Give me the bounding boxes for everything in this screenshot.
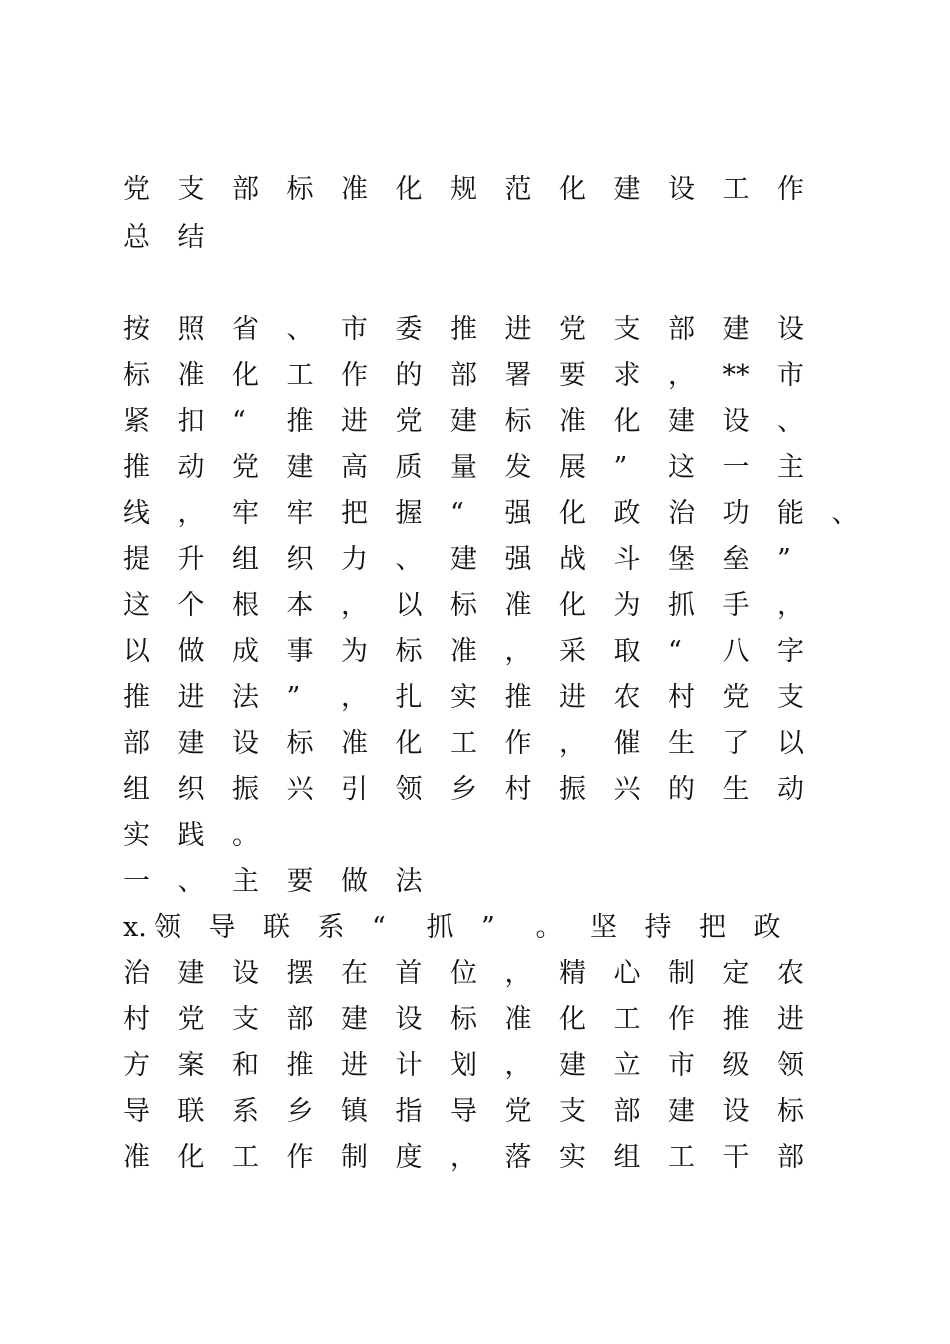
text-glyph: 标 bbox=[777, 1096, 804, 1127]
text-glyph: 落 bbox=[504, 1142, 532, 1173]
text-glyph: 化 bbox=[177, 1142, 205, 1173]
text-glyph: 制 bbox=[668, 958, 695, 989]
text-glyph: 工 bbox=[668, 1142, 695, 1173]
text-glyph: 把 bbox=[699, 912, 726, 943]
text-glyph: 心 bbox=[613, 958, 641, 989]
text-glyph: 准 bbox=[341, 174, 368, 205]
text-glyph: 工 bbox=[613, 1004, 641, 1035]
text-glyph: 战 bbox=[559, 544, 586, 575]
text-glyph: 支 bbox=[613, 314, 641, 345]
text-glyph: 农 bbox=[777, 958, 804, 989]
text-glyph: 化 bbox=[559, 590, 586, 621]
text-glyph: 工 bbox=[450, 728, 477, 759]
text-glyph: 部 bbox=[450, 360, 477, 391]
text-glyph: 标 bbox=[286, 174, 314, 205]
text-glyph: 建 bbox=[177, 728, 205, 759]
text-glyph: 推 bbox=[450, 314, 477, 345]
text-glyph: 建 bbox=[450, 544, 477, 575]
text-glyph: 标 bbox=[395, 636, 423, 667]
text-glyph: 推 bbox=[286, 1050, 314, 1081]
text-glyph: 定 bbox=[722, 958, 750, 989]
text-glyph: 以 bbox=[123, 636, 150, 667]
text-glyph: 建 bbox=[341, 1004, 368, 1035]
text-glyph: 治 bbox=[123, 958, 150, 989]
text-glyph: 工 bbox=[286, 360, 314, 391]
text-glyph: 案 bbox=[177, 1050, 205, 1081]
text-glyph: 镇 bbox=[341, 1096, 368, 1127]
text-glyph: 首 bbox=[395, 958, 423, 989]
text-glyph: 采 bbox=[559, 636, 586, 667]
text-glyph: “ bbox=[232, 406, 246, 437]
text-glyph: 紧 bbox=[123, 406, 150, 437]
text-glyph: 和 bbox=[232, 1050, 259, 1081]
text-glyph: 做 bbox=[341, 866, 368, 897]
text-glyph: 化 bbox=[232, 360, 259, 391]
text-glyph: 提 bbox=[123, 544, 150, 575]
text-glyph: 强 bbox=[504, 544, 532, 575]
text-glyph: 在 bbox=[341, 958, 368, 989]
text-glyph: “ bbox=[450, 498, 464, 529]
text-glyph: 展 bbox=[559, 452, 586, 483]
text-glyph: 高 bbox=[341, 452, 368, 483]
text-glyph: 农 bbox=[613, 682, 641, 713]
text-glyph: 。 bbox=[232, 820, 259, 851]
text-glyph: 握 bbox=[395, 498, 423, 529]
text-glyph: 功 bbox=[722, 498, 750, 529]
text-glyph: 牢 bbox=[286, 498, 314, 529]
text-glyph: 精 bbox=[559, 958, 586, 989]
text-glyph: 线 bbox=[123, 498, 150, 529]
text-glyph: 照 bbox=[177, 314, 205, 345]
text-glyph: 党 bbox=[232, 452, 259, 483]
text-glyph: 建 bbox=[286, 452, 314, 483]
text-glyph: 党 bbox=[123, 174, 150, 205]
text-glyph: 建 bbox=[177, 958, 205, 989]
text-glyph: 实 bbox=[123, 820, 150, 851]
text-glyph: 作 bbox=[286, 1142, 314, 1173]
text-glyph: 、 bbox=[177, 866, 205, 897]
text-glyph: 联 bbox=[263, 912, 290, 943]
text-glyph: 生 bbox=[668, 728, 695, 759]
text-glyph: 导 bbox=[450, 1096, 477, 1127]
text-glyph: 党 bbox=[395, 406, 423, 437]
text-glyph: 设 bbox=[722, 1096, 750, 1127]
text-glyph: 法 bbox=[395, 866, 423, 897]
text-glyph: 要 bbox=[559, 360, 586, 391]
text-glyph: 动 bbox=[177, 452, 205, 483]
text-glyph: 指 bbox=[395, 1096, 423, 1127]
text-glyph: 能 bbox=[777, 498, 804, 529]
text-glyph: 市 bbox=[341, 314, 368, 345]
text-glyph: 升 bbox=[177, 544, 205, 575]
text-glyph: 建 bbox=[450, 406, 477, 437]
text-glyph: 实 bbox=[450, 682, 477, 713]
text-glyph: 设 bbox=[777, 314, 804, 345]
text-glyph: 党 bbox=[504, 1096, 532, 1127]
text-glyph: 部 bbox=[668, 314, 695, 345]
text-glyph: 斗 bbox=[613, 544, 641, 575]
text-glyph: 一 bbox=[722, 452, 750, 483]
text-glyph: 标 bbox=[286, 728, 314, 759]
text-glyph: 部 bbox=[232, 174, 259, 205]
text-glyph: 范 bbox=[504, 174, 532, 205]
text-glyph: 作 bbox=[341, 360, 368, 391]
text-glyph: ** bbox=[722, 360, 750, 391]
text-glyph: 抓 bbox=[668, 590, 695, 621]
text-glyph: 法 bbox=[232, 682, 259, 713]
text-glyph: 导 bbox=[123, 1096, 150, 1127]
text-glyph: 标 bbox=[504, 406, 532, 437]
text-glyph: 堡 bbox=[668, 544, 695, 575]
text-glyph: 抓 bbox=[426, 912, 454, 943]
text-glyph: 实 bbox=[559, 1142, 586, 1173]
text-glyph: 事 bbox=[286, 636, 314, 667]
text-glyph: 化 bbox=[613, 406, 641, 437]
text-glyph: 个 bbox=[177, 590, 205, 621]
text-glyph: 导 bbox=[208, 912, 236, 943]
text-glyph: 立 bbox=[613, 1050, 641, 1081]
text-glyph: 进 bbox=[777, 1004, 804, 1035]
text-glyph: 作 bbox=[668, 1004, 695, 1035]
text-glyph: 治 bbox=[668, 498, 695, 529]
text-glyph: 进 bbox=[504, 314, 532, 345]
text-glyph: 支 bbox=[559, 1096, 586, 1127]
text-glyph: 制 bbox=[341, 1142, 368, 1173]
text-glyph: 设 bbox=[232, 728, 259, 759]
text-glyph: 化 bbox=[395, 728, 423, 759]
text-glyph: 标 bbox=[123, 360, 150, 391]
text-glyph: 化 bbox=[559, 1004, 586, 1035]
text-glyph: 级 bbox=[722, 1050, 750, 1081]
text-glyph: 质 bbox=[395, 452, 423, 483]
text-glyph: 一 bbox=[123, 866, 150, 897]
text-glyph: 规 bbox=[450, 174, 477, 205]
text-glyph: 以 bbox=[395, 590, 423, 621]
text-glyph: 进 bbox=[559, 682, 586, 713]
text-glyph: 字 bbox=[777, 636, 804, 667]
text-glyph: 按 bbox=[123, 314, 150, 345]
text-glyph: 部 bbox=[613, 1096, 641, 1127]
text-glyph: 推 bbox=[722, 1004, 750, 1035]
text-glyph: 摆 bbox=[286, 958, 314, 989]
text-glyph: 准 bbox=[504, 1004, 532, 1035]
text-glyph: 手 bbox=[722, 590, 750, 621]
text-glyph: 推 bbox=[123, 452, 150, 483]
text-glyph: 振 bbox=[559, 774, 586, 805]
text-glyph: 践 bbox=[177, 820, 205, 851]
text-glyph: 这 bbox=[668, 452, 695, 483]
text-glyph: 党 bbox=[722, 682, 750, 713]
text-glyph: 本 bbox=[286, 590, 314, 621]
text-glyph: ， bbox=[668, 360, 695, 391]
text-glyph: 求 bbox=[613, 360, 641, 391]
text-glyph: 作 bbox=[777, 174, 804, 205]
text-glyph: 署 bbox=[504, 360, 532, 391]
text-glyph: 工 bbox=[232, 1142, 259, 1173]
text-glyph: 联 bbox=[177, 1096, 205, 1127]
text-glyph: ， bbox=[559, 728, 586, 759]
text-glyph: 系 bbox=[232, 1096, 259, 1127]
text-glyph: 建 bbox=[668, 1096, 695, 1127]
text-glyph: 、 bbox=[831, 498, 859, 529]
text-glyph: 引 bbox=[341, 774, 368, 805]
text-glyph: 设 bbox=[668, 174, 695, 205]
text-glyph: 兴 bbox=[286, 774, 314, 805]
text-glyph: 设 bbox=[232, 958, 259, 989]
text-glyph: ， bbox=[504, 636, 532, 667]
text-glyph: 准 bbox=[504, 590, 532, 621]
text-glyph: 振 bbox=[232, 774, 259, 805]
text-glyph: ， bbox=[341, 590, 368, 621]
text-glyph: 作 bbox=[504, 728, 532, 759]
text-glyph: 、 bbox=[777, 406, 804, 437]
text-glyph: 化 bbox=[559, 174, 586, 205]
text-glyph: “ bbox=[668, 636, 682, 667]
text-glyph: 扣 bbox=[177, 406, 205, 437]
text-glyph: 党 bbox=[177, 1004, 205, 1035]
text-glyph: 部 bbox=[777, 1142, 804, 1173]
text-glyph: 织 bbox=[177, 774, 205, 805]
text-glyph: 村 bbox=[123, 1004, 150, 1035]
text-glyph: 建 bbox=[559, 1050, 586, 1081]
text-glyph: 做 bbox=[177, 636, 205, 667]
text-glyph: 这 bbox=[123, 590, 150, 621]
text-glyph: 把 bbox=[341, 498, 368, 529]
text-glyph: 化 bbox=[559, 498, 586, 529]
text-glyph: 结 bbox=[177, 222, 205, 253]
text-glyph: ， bbox=[177, 498, 205, 529]
text-glyph: 八 bbox=[722, 636, 750, 667]
text-glyph: 工 bbox=[722, 174, 750, 205]
text-glyph: “ bbox=[372, 912, 386, 943]
text-glyph: 方 bbox=[123, 1050, 150, 1081]
text-glyph: 乡 bbox=[450, 774, 477, 805]
text-glyph: 取 bbox=[613, 636, 641, 667]
text-glyph: 准 bbox=[341, 728, 368, 759]
text-glyph: 组 bbox=[232, 544, 259, 575]
text-glyph: 根 bbox=[232, 590, 259, 621]
text-glyph: 了 bbox=[722, 728, 750, 759]
text-glyph: 、 bbox=[395, 544, 423, 575]
text-glyph: 成 bbox=[232, 636, 259, 667]
text-glyph: 要 bbox=[286, 866, 314, 897]
text-glyph: 省 bbox=[232, 314, 259, 345]
text-glyph: 动 bbox=[777, 774, 804, 805]
text-glyph: 织 bbox=[286, 544, 314, 575]
text-glyph: 量 bbox=[450, 452, 477, 483]
text-glyph: 总 bbox=[123, 222, 150, 253]
text-glyph: 位 bbox=[450, 958, 477, 989]
text-glyph: 垒 bbox=[722, 544, 750, 575]
text-glyph: 领 bbox=[777, 1050, 804, 1081]
text-glyph: 的 bbox=[395, 360, 423, 391]
text-glyph: 支 bbox=[177, 174, 205, 205]
text-glyph: 持 bbox=[644, 912, 672, 943]
text-glyph: 准 bbox=[559, 406, 586, 437]
text-glyph: 。 bbox=[535, 912, 563, 943]
text-glyph: 扎 bbox=[395, 682, 423, 713]
text-glyph: 村 bbox=[504, 774, 532, 805]
text-glyph: 乡 bbox=[286, 1096, 314, 1127]
text-glyph: 支 bbox=[232, 1004, 259, 1035]
text-glyph: ， bbox=[450, 1142, 477, 1173]
text-glyph: 党 bbox=[559, 314, 586, 345]
text-glyph: 设 bbox=[395, 1004, 423, 1035]
text-glyph: 计 bbox=[395, 1050, 423, 1081]
text-glyph: ， bbox=[504, 958, 532, 989]
text-glyph: 标 bbox=[450, 1004, 477, 1035]
text-glyph: 村 bbox=[668, 682, 695, 713]
text-glyph: 设 bbox=[722, 406, 750, 437]
text-glyph: ” bbox=[481, 912, 495, 943]
text-glyph: 主 bbox=[777, 452, 804, 483]
text-glyph: 组 bbox=[123, 774, 150, 805]
text-glyph: 的 bbox=[668, 774, 695, 805]
text-glyph: x. bbox=[123, 912, 147, 943]
text-glyph: 主 bbox=[232, 866, 259, 897]
text-glyph: 生 bbox=[722, 774, 750, 805]
text-glyph: 推 bbox=[123, 682, 150, 713]
text-glyph: 力 bbox=[341, 544, 368, 575]
text-glyph: 准 bbox=[177, 360, 205, 391]
text-glyph: ， bbox=[777, 590, 804, 621]
text-glyph: 建 bbox=[613, 174, 641, 205]
text-glyph: 为 bbox=[613, 590, 641, 621]
text-glyph: 发 bbox=[504, 452, 532, 483]
text-glyph: ， bbox=[341, 682, 368, 713]
text-glyph: 牢 bbox=[232, 498, 259, 529]
text-glyph: 支 bbox=[777, 682, 804, 713]
text-glyph: 进 bbox=[177, 682, 205, 713]
text-glyph: 委 bbox=[395, 314, 423, 345]
text-glyph: 组 bbox=[613, 1142, 641, 1173]
text-glyph: 市 bbox=[668, 1050, 695, 1081]
text-glyph: 度 bbox=[395, 1142, 423, 1173]
text-glyph: 推 bbox=[504, 682, 532, 713]
text-glyph: ” bbox=[286, 682, 301, 713]
text-glyph: 市 bbox=[777, 360, 804, 391]
text-glyph: 进 bbox=[341, 406, 368, 437]
text-glyph: 划 bbox=[450, 1050, 477, 1081]
text-glyph: ” bbox=[613, 452, 628, 483]
text-glyph: ” bbox=[777, 544, 791, 575]
text-glyph: 领 bbox=[395, 774, 423, 805]
text-glyph: 政 bbox=[753, 912, 781, 943]
text-glyph: 标 bbox=[450, 590, 477, 621]
text-glyph: 建 bbox=[668, 406, 695, 437]
text-glyph: 系 bbox=[317, 912, 345, 943]
text-glyph: 进 bbox=[341, 1050, 368, 1081]
text-glyph: 坚 bbox=[590, 912, 617, 943]
text-glyph: 为 bbox=[341, 636, 368, 667]
text-glyph: 政 bbox=[613, 498, 641, 529]
text-glyph: 部 bbox=[286, 1004, 314, 1035]
text-glyph: 化 bbox=[395, 174, 423, 205]
text-glyph: 领 bbox=[154, 912, 181, 943]
text-glyph: 部 bbox=[123, 728, 150, 759]
text-glyph: 、 bbox=[286, 314, 314, 345]
text-glyph: 兴 bbox=[613, 774, 641, 805]
text-glyph: 催 bbox=[613, 728, 641, 759]
text-glyph: 准 bbox=[450, 636, 477, 667]
text-glyph: ， bbox=[504, 1050, 532, 1081]
text-glyph: 强 bbox=[504, 498, 532, 529]
text-glyph: 准 bbox=[123, 1142, 150, 1173]
text-glyph: 以 bbox=[777, 728, 804, 759]
text-glyph: 推 bbox=[286, 406, 314, 437]
text-glyph: 建 bbox=[722, 314, 750, 345]
text-glyph: 干 bbox=[722, 1142, 750, 1173]
